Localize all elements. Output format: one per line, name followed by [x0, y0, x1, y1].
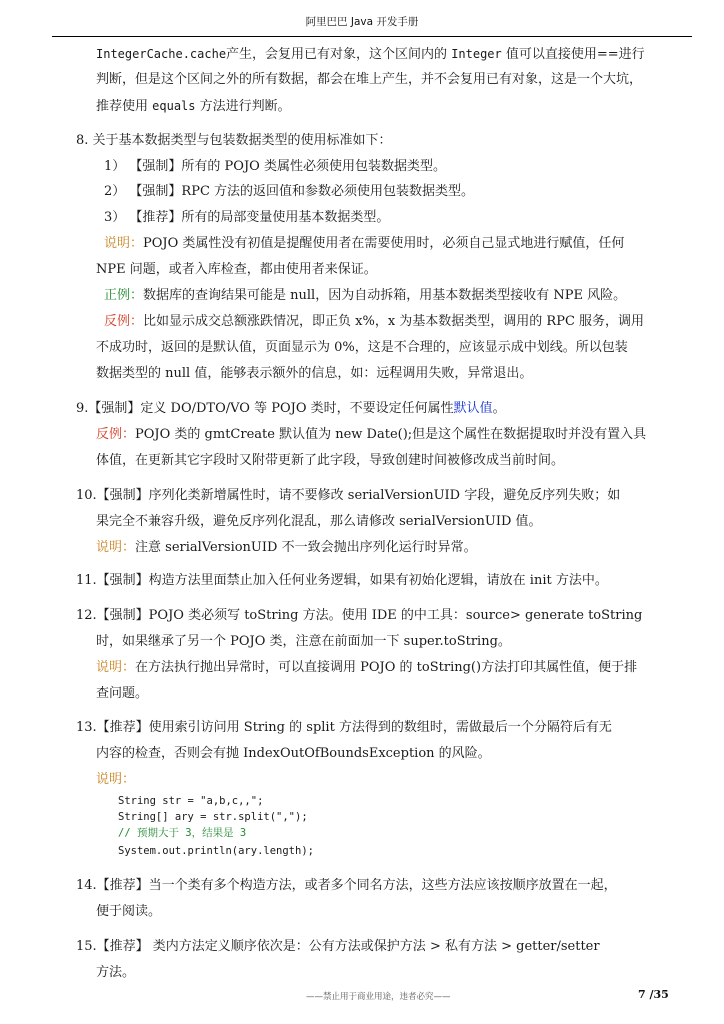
text: 9.【强制】定义 DO/DTO/VO 等 POJO 类时，不要设定任何属性 [76, 401, 454, 416]
rule-8-note [104, 234, 624, 254]
header-rule [52, 36, 692, 37]
text: POJO 类的 gmtCreate 默认值为 new Date();但是这个属性在数据提取时并没有置入具 [135, 427, 647, 442]
footer-note: ——禁止用于商业用途，违者必究—— [306, 992, 451, 1002]
rule-12-cont: 时，如果继承了另一个 POJO 类，注意在前面加一下 super.toString。 [96, 634, 511, 649]
text: 在方法执行抛出异常时，可以直接调用 POJO 的 toString()方法打印其属性值，便于排 [135, 660, 638, 675]
para-line [96, 44, 645, 65]
rule-11-title: 11.【强制】构造方法里面禁止加入任何业务逻辑，如果有初始化逻辑，请放在 init 方法中。 [76, 573, 608, 588]
text: 值可以直接使用==进行 [501, 47, 645, 62]
inline-code: Integer [451, 47, 502, 61]
rule-13-title: 13.【推荐】使用索引访问用 String 的 split 方法得到的数组时，需做最后一个分隔符后有无 [76, 720, 612, 735]
highlight-text: 默认值 [453, 401, 493, 416]
text: 数据库的查询结果可能是 null，因为自动拆箱，用基本数据类型接收有 NPE 风险。 [143, 288, 627, 303]
bad-label: 反例： [96, 427, 136, 442]
rule-14-title: 14.【推荐】当一个类有多个构造方法，或者多个同名方法，这些方法应该按顺序放置在一起， [76, 878, 617, 893]
inline-code: IntegerCache.cache [96, 47, 227, 61]
rule-8-sub-3: 3） 【推荐】所有的局部变量使用基本数据类型。 [104, 210, 390, 225]
rule-9-title [76, 399, 506, 419]
rule-8-note-cont: NPE 问题，或者入库检查，都由使用者来保证。 [96, 262, 377, 277]
code-line: System.out.println(ary.length); [118, 845, 314, 857]
rule-8-bad-cont: 不成功时，返回的是默认值，页面显示为 0%，这是不合理的，应该显示成中划线。所以包装 [96, 340, 628, 355]
text: 比如显示成交总额涨跌情况，即正负 x%，x 为基本数据类型，调用的 RPC 服务，调用 [143, 314, 645, 329]
page-number: 7 /35 [638, 988, 669, 1001]
good-label: 正例： [104, 288, 144, 303]
rule-8-sub-2: 2） 【强制】RPC 方法的返回值和参数必须使用包装数据类型。 [104, 184, 475, 199]
rule-9-bad [96, 425, 646, 445]
rule-8-bad [104, 312, 644, 332]
page-header-title: 阿里巴巴 Java 开发手册 [305, 16, 419, 28]
note-label: 说明： [96, 772, 136, 787]
note-label: 说明： [96, 540, 136, 555]
rule-15-cont: 方法。 [96, 965, 136, 980]
rule-8-good [104, 286, 626, 306]
rule-15-title: 15.【推荐】 类内方法定义顺序依次是：公有方法或保护方法 > 私有方法 > getter/setter [76, 939, 600, 954]
rule-9-bad-cont: 体值，在更新其它字段时又附带更新了此字段，导致创建时间被修改成当前时间。 [96, 453, 565, 468]
rule-10-title: 10.【强制】序列化类新增属性时，请不要修改 serialVersionUID 字段，避免反序列失败；如 [76, 488, 621, 503]
rule-12-note-cont: 查问题。 [96, 686, 149, 701]
code-comment: // 预期大于 3，结果是 3 [118, 827, 247, 839]
rule-8-sub-1: 1） 【强制】所有的 POJO 类属性必须使用包装数据类型。 [104, 159, 446, 174]
rule-12-note [96, 658, 637, 678]
rule-10-note [96, 538, 477, 558]
text: 注意 serialVersionUID 不一致会抛出序列化运行时异常。 [135, 540, 477, 555]
code-line: String str = "a,b,c,,"; [118, 795, 264, 807]
rule-8-title: 8. 关于基本数据类型与包装数据类型的使用标准如下： [76, 133, 392, 148]
text: 方法进行判断。 [195, 99, 291, 114]
rule-8-bad-cont: 数据类型的 null 值，能够表示额外的信息，如：远程调用失败，异常退出。 [96, 366, 533, 381]
text: POJO 类属性没有初值是提醒使用者在需要使用时，必须自己显式地进行赋值，任何 [143, 236, 625, 251]
inline-code: equals [152, 99, 196, 113]
note-label: 说明： [96, 660, 136, 675]
bad-label: 反例： [104, 314, 144, 329]
para-line: 判断，但是这个区间之外的所有数据，都会在堆上产生，并不会复用已有对象，这是一个大坑， [96, 72, 643, 87]
rule-10-cont: 果完全不兼容升级，避免反序列化混乱，那么请修改 serialVersionUID 值。 [96, 514, 542, 529]
rule-14-cont: 便于阅读。 [96, 904, 162, 919]
para-line [96, 96, 291, 117]
rule-13-cont: 内容的检查，否则会有抛 IndexOutOfBoundsException 的风险。 [96, 746, 491, 761]
text: 产生，会复用已有对象，这个区间内的 [226, 47, 452, 62]
rule-12-title: 12.【强制】POJO 类必须写 toString 方法。使用 IDE 的中工具：source> generate toString [76, 608, 643, 623]
code-line: String[] ary = str.split(","); [118, 811, 308, 823]
note-label: 说明： [104, 236, 144, 251]
text: 。 [492, 401, 506, 416]
text: 推荐使用 [96, 99, 153, 114]
